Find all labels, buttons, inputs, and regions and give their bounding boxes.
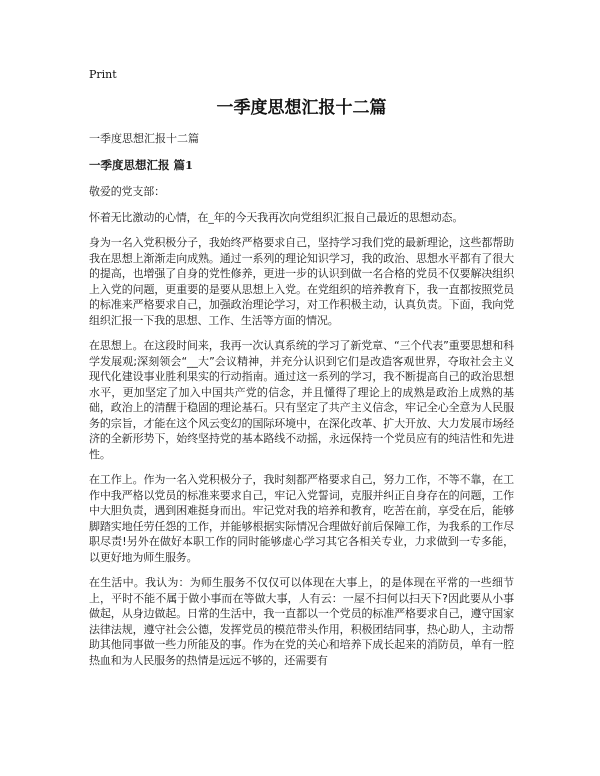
print-link[interactable]: Print — [89, 68, 117, 81]
document-title: 一季度思想汇报十二篇 — [216, 98, 387, 118]
document-subtitle: 一季度思想汇报十二篇 — [89, 132, 199, 145]
paragraph-work: 在工作上。作为一名入党积极分子，我时刻都严格要求自己，努力工作，不等不靠，在工作中我严格以党员的标准来要求自己，牢记入党誓词，克服并纠正自身存在的问题，工作中大胆负责，遇到困难挺身而出。牢记党对我的培养和教育，吃苦在前，享受在后，能够脚踏实地任劳任怨的工作，并能够根据实际情况合理做好前后保障工作，为我系的工作尽职尽责!另外在做好本职工作的同时能够虚心学习其它各相关专业，力求做到一专多能，以更好地为师生服务。 — [89, 473, 514, 564]
section-heading: 一季度思想汇报 篇1 — [89, 158, 194, 172]
intro-paragraph: 怀着无比激动的心情，在_年的今天我再次向党组织汇报自己最近的思想动态。 — [89, 210, 464, 224]
paragraph-background: 身为一名入党积极分子，我始终严格要求自己，坚持学习我们党的最新理论，这些都帮助我在思想上渐渐走向成熟。通过一系列的理论知识学习，我的政治、思想水平都有了很大的提高，也增强了自身的党性修养，更进一步的认识到做一名合格的党员不仅要解决组织上入党的问题，更重要的是要从思想上入党。在党组织的培养教育下，我一直都按照党员的标准来严格要求自己，加强政治理论学习，对工作积极主动，认真负责。下面，我向党组织汇报一下我的思想、工作、生活等方面的情况。 — [89, 236, 514, 327]
salutation: 敬爱的党支部： — [89, 185, 165, 198]
paragraph-life: 在生活中。我认为：为师生服务不仅仅可以体现在大事上，的是体现在平常的一些细节上，平时不能不属于做小事而在等做大事，人有云：一屋不扫何以扫天下?因此要从小事做起，从身边做起。日常的生活中，我一直都以一个党员的标准严格要求自己，遵守国家法律法规，遵守社会公德，发挥党员的模范带头作用，积极团结同事，热心助人，主动帮助其他同事做一些力所能及的事。作为在党的关心和培养下成长起来的消防员，单有一腔热血和为人民服务的热情是远远不够的，还需要有 — [89, 576, 514, 667]
paragraph-thought: 在思想上。在这段时间来，我再一次认真系统的学习了新党章、“三个代表”重要思想和科学发展观;深刻领会“__大”会议精神，并充分认识到它们是改造客观世界，夺取社会主义现代化建设事业胜利果实的行动指南。通过这一系列的学习，我不断提高自己的政治思想水平，更加坚定了加入中国共产党的信念，并且懂得了理论上的成熟是政治上成熟的基础，政治上的清醒于稳固的理论基石。只有坚定了共产主义信念，牢记全心全意为人民服务的宗旨，才能在这个风云变幻的国际环境中，在深化改革、扩大开放、大力发展市场经济的全新形势下，始终坚持党的基本路线不动摇，永远保持一个党员应有的纯洁性和先进性。 — [89, 339, 514, 461]
